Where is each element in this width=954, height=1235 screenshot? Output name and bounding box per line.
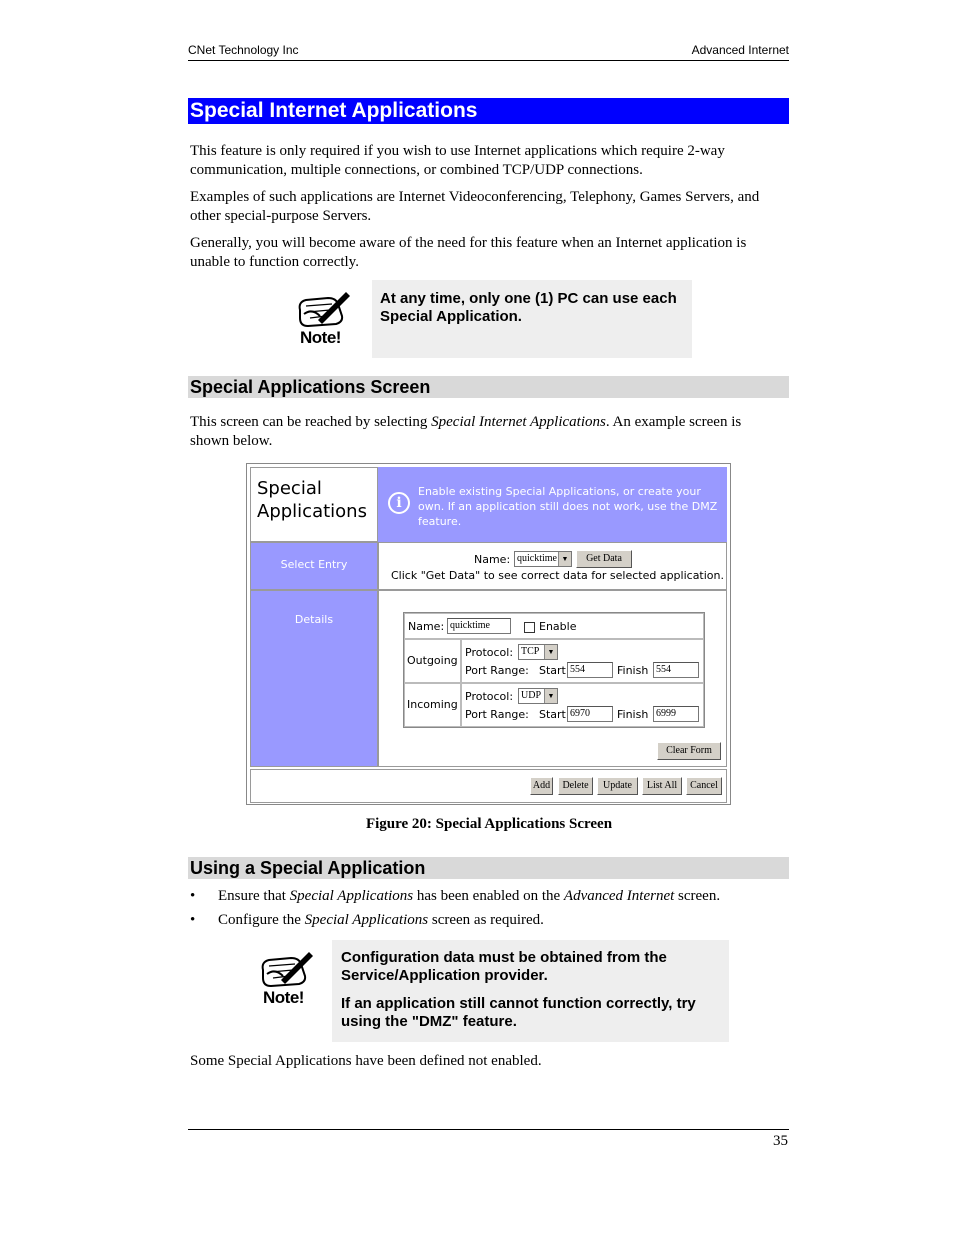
chevron-down-icon: ▼ [558,552,571,566]
incoming-label: Incoming [407,698,458,711]
details-content [378,590,727,767]
incoming-finish-label: Finish [617,708,649,721]
get-data-hint: Click "Get Data" to see correct data for selected application. [391,569,725,582]
using-section-title: Using a Special Application [188,857,789,879]
screen-title-cell [250,467,378,542]
bullet-dot: • [190,888,196,904]
special-applications-screenshot [246,463,731,805]
delete-button[interactable]: Delete [558,777,593,795]
info-banner [378,467,727,542]
enable-label: Enable [539,620,577,633]
get-data-button[interactable]: Get Data [576,550,632,568]
incoming-protocol-label: Protocol: [465,690,514,703]
select-entry-label: Select Entry [280,558,348,571]
clear-form-button[interactable]: Clear Form [657,742,721,760]
note-icon [290,288,352,348]
bullet-text-2: Configure the Special Applications screen as required. [218,912,544,928]
select-entry-cell [250,542,378,590]
screen-title-line2: Applications [257,501,367,522]
intro-paragraph-2: Examples of such applications are Internet Videoconferencing, Telephony, Games Servers, and other special-purpose Servers. [190,189,760,224]
details-cell [250,590,378,767]
closing-paragraph: Some Special Applications have been defined not enabled. [190,1053,542,1069]
outgoing-finish-label: Finish [617,664,649,677]
info-icon: i [388,492,410,514]
list-all-button[interactable]: List All [642,777,682,795]
note-label: Note! [300,328,341,347]
action-buttons-row [250,769,727,803]
bullet-text-1: Ensure that Special Applications has been enabled on the Advanced Internet screen. [218,888,721,904]
header-rule [188,60,789,61]
outgoing-protocol-select[interactable]: TCP ▼ [518,644,558,660]
note-text-2a: Configuration data must be obtained from the Service/Application provider. [341,949,667,984]
outgoing-finish-input[interactable]: 554 [653,662,699,678]
enable-checkbox[interactable] [524,622,535,633]
select-entry-content [378,542,727,590]
details-table [403,612,705,728]
outgoing-start-label: Start [539,664,566,677]
incoming-label-cell [404,683,461,727]
screen-section-text: This screen can be reached by selecting Special Internet Applications. An example screen is shown below. [190,414,742,449]
select-name-label: Name: [474,553,511,566]
bullet-dot: • [190,912,196,928]
intro-paragraph-1: This feature is only required if you wish to use Internet applications which require 2-way communication, multiple connections, or combined TCP/UDP connections. [190,143,725,178]
screen-section-title: Special Applications Screen [188,376,789,398]
info-text: Enable existing Special Applications, or create your own. If an application still does not work, use the DMZ feature. [418,485,718,528]
incoming-protocol-select[interactable]: UDP ▼ [518,688,558,704]
cancel-button[interactable]: Cancel [686,777,722,795]
outgoing-label: Outgoing [407,654,458,667]
incoming-port-range-label: Port Range: [465,708,529,721]
detail-name-label: Name: [408,620,445,633]
page-number: 35 [773,1133,788,1149]
chevron-down-icon: ▼ [544,689,557,703]
incoming-fields [461,683,704,727]
note-text-1: At any time, only one (1) PC can use each Special Application. [380,290,677,325]
section-title: Special Internet Applications [188,98,789,124]
incoming-start-input[interactable]: 6970 [567,706,613,722]
screen-title-line1: Special [257,478,322,499]
note-text-2b: If an application still cannot function correctly, try using the "DMZ" feature. [341,995,696,1030]
header-company: CNet Technology Inc [188,43,299,57]
details-label: Details [294,613,334,626]
outgoing-label-cell [404,639,461,683]
detail-name-input[interactable]: quicktime [447,618,511,634]
note-label: Note! [263,988,304,1007]
outgoing-protocol-label: Protocol: [465,646,514,659]
note-box-2 [332,940,729,1042]
incoming-finish-input[interactable]: 6999 [653,706,699,722]
note-icon [253,948,315,1008]
intro-paragraph-3: Generally, you will become aware of the need for this feature when an Internet application is unable to function correctly. [190,235,747,270]
outgoing-port-range-label: Port Range: [465,664,529,677]
header-chapter: Advanced Internet [691,43,789,57]
footer-rule [188,1129,789,1130]
details-name-row [404,613,704,639]
figure-caption: Figure 20: Special Applications Screen [365,816,613,832]
incoming-start-label: Start [539,708,566,721]
outgoing-start-input[interactable]: 554 [567,662,613,678]
add-button[interactable]: Add [530,777,553,795]
outgoing-fields [461,639,704,683]
chevron-down-icon: ▼ [544,645,557,659]
application-select[interactable]: quicktime ▼ [514,551,572,567]
update-button[interactable]: Update [597,777,638,795]
note-box-1 [372,280,692,358]
